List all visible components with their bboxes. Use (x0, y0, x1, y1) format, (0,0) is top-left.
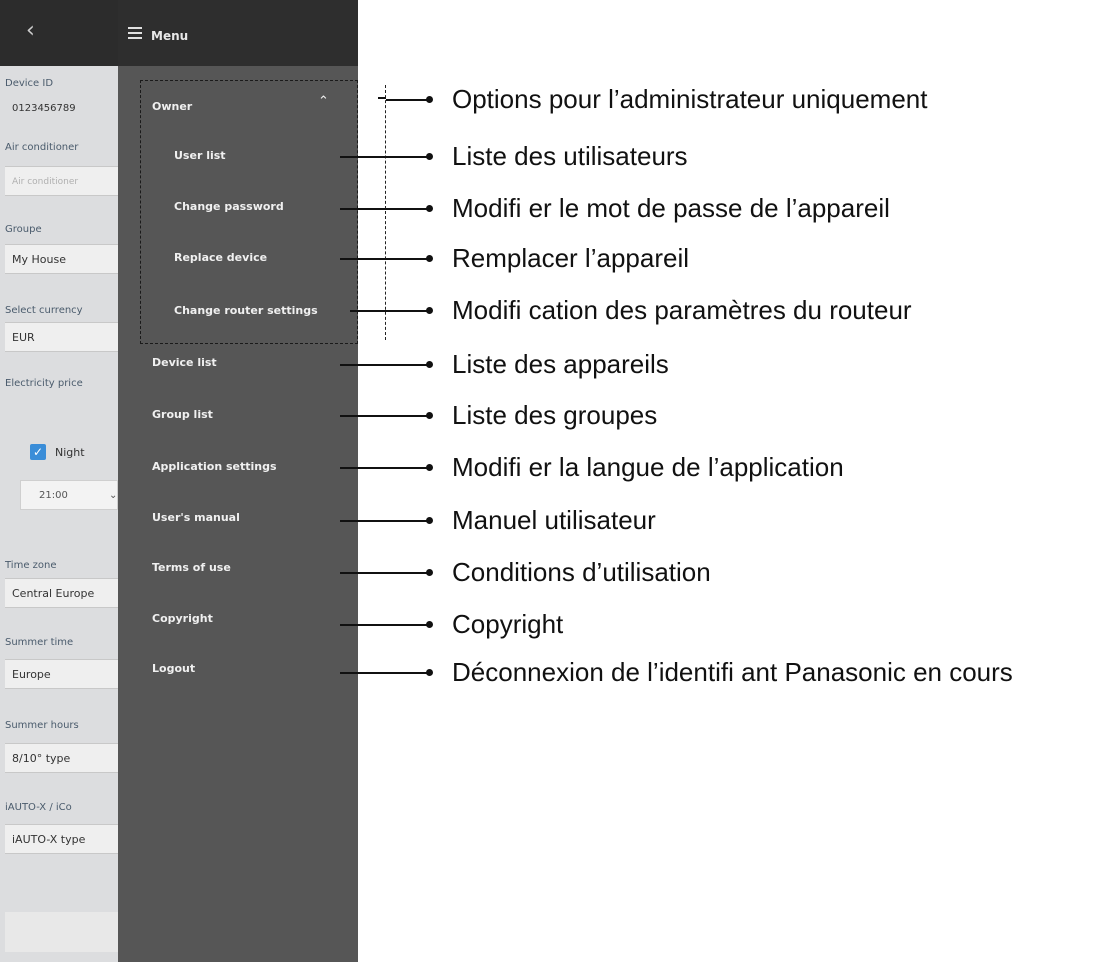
chevron-down-icon: ⌄ (109, 490, 118, 501)
annotation-line (340, 208, 430, 210)
annotation-dot (426, 153, 433, 160)
night-checkbox[interactable]: ✓ (30, 444, 46, 460)
annotation-line (340, 156, 430, 158)
iauto-label: iAUTO-X / iCo (5, 802, 72, 813)
settings-header (0, 0, 118, 66)
menu-header (118, 0, 358, 66)
annotation-terms-of-use: Conditions d’utilisation (452, 557, 711, 587)
annotation-line (340, 520, 430, 522)
menu-item-users-manual[interactable]: User's manual (152, 511, 240, 524)
summer-hours-label: Summer hours (5, 720, 79, 731)
annotation-user-list: Liste des utilisateurs (452, 141, 688, 171)
time-zone-select[interactable]: Central Europe (5, 578, 118, 608)
annotation-line (340, 624, 430, 626)
bottom-button[interactable] (5, 912, 118, 952)
annotation-dot (426, 205, 433, 212)
chevron-up-icon[interactable]: ⌃ (318, 94, 329, 109)
annotation-logout: Déconnexion de l’identifi ant Panasonic en cours (452, 657, 1013, 687)
menu-title: Menu (151, 29, 189, 43)
annotation-dot (426, 517, 433, 524)
annotation-line (340, 672, 430, 674)
iauto-select[interactable]: iAUTO-X type (5, 824, 118, 854)
annotation-dot (426, 621, 433, 628)
device-id-value: 0123456789 (12, 103, 76, 114)
time-value: 21:00 (39, 490, 68, 501)
side-menu (118, 0, 358, 962)
annotation-dot (426, 96, 433, 103)
currency-select[interactable]: EUR (5, 322, 118, 352)
annotation-line (386, 99, 430, 101)
menu-item-change-password[interactable]: Change password (174, 200, 284, 213)
annotation-dot (426, 412, 433, 419)
summer-hours-select[interactable]: 8/10° type (5, 743, 118, 773)
annotation-line (340, 258, 430, 260)
annotation-dot (426, 255, 433, 262)
menu-item-copyright[interactable]: Copyright (152, 612, 213, 625)
air-conditioner-label: Air conditioner (5, 142, 79, 153)
annotation-users-manual: Manuel utilisateur (452, 505, 656, 535)
menu-item-change-router-settings[interactable]: Change router settings (174, 304, 318, 317)
annotation-line (340, 364, 430, 366)
menu-item-replace-device[interactable]: Replace device (174, 251, 268, 264)
annotation-dot (426, 361, 433, 368)
annotation-dot (426, 307, 433, 314)
menu-item-logout[interactable]: Logout (152, 662, 196, 675)
annotation-tick (378, 97, 386, 99)
menu-item-device-list[interactable]: Device list (152, 356, 217, 369)
menu-item-user-list[interactable]: User list (174, 149, 226, 162)
annotation-application-settings: Modifi er la langue de l’application (452, 452, 844, 482)
summer-time-select[interactable]: Europe (5, 659, 118, 689)
annotation-router-settings: Modifi cation des paramètres du routeur (452, 295, 912, 325)
menu-item-application-settings[interactable]: Application settings (152, 460, 277, 473)
annotation-line (340, 415, 430, 417)
menu-item-owner[interactable]: Owner (152, 100, 193, 113)
night-label: Night (55, 446, 85, 459)
annotation-group-list: Liste des groupes (452, 400, 658, 430)
annotation-device-list: Liste des appareils (452, 349, 669, 379)
annotation-line (350, 310, 430, 312)
currency-label: Select currency (5, 305, 83, 316)
owner-bracket (385, 85, 386, 340)
electricity-price-label: Electricity price (5, 378, 83, 389)
annotation-dot (426, 464, 433, 471)
annotation-owner-options: Options pour l’administrateur uniquement (452, 84, 928, 114)
time-select[interactable] (20, 480, 118, 510)
annotation-line (340, 467, 430, 469)
annotation-replace-device: Remplacer l’appareil (452, 243, 689, 273)
annotation-dot (426, 569, 433, 576)
groupe-label: Groupe (5, 224, 42, 235)
chevron-left-icon[interactable]: ‹ (26, 18, 35, 43)
annotation-dot (426, 669, 433, 676)
device-id-label: Device ID (5, 78, 54, 89)
air-conditioner-input[interactable]: Air conditioner (5, 166, 118, 196)
menu-item-terms-of-use[interactable]: Terms of use (152, 561, 231, 574)
groupe-select[interactable]: My House (5, 244, 118, 274)
hamburger-icon[interactable] (128, 27, 142, 39)
annotation-change-password: Modifi er le mot de passe de l’appareil (452, 193, 890, 223)
time-zone-label: Time zone (5, 560, 57, 571)
annotation-copyright: Copyright (452, 609, 564, 639)
annotation-line (340, 572, 430, 574)
summer-time-label: Summer time (5, 637, 74, 648)
menu-item-group-list[interactable]: Group list (152, 408, 213, 421)
settings-panel (0, 0, 118, 962)
